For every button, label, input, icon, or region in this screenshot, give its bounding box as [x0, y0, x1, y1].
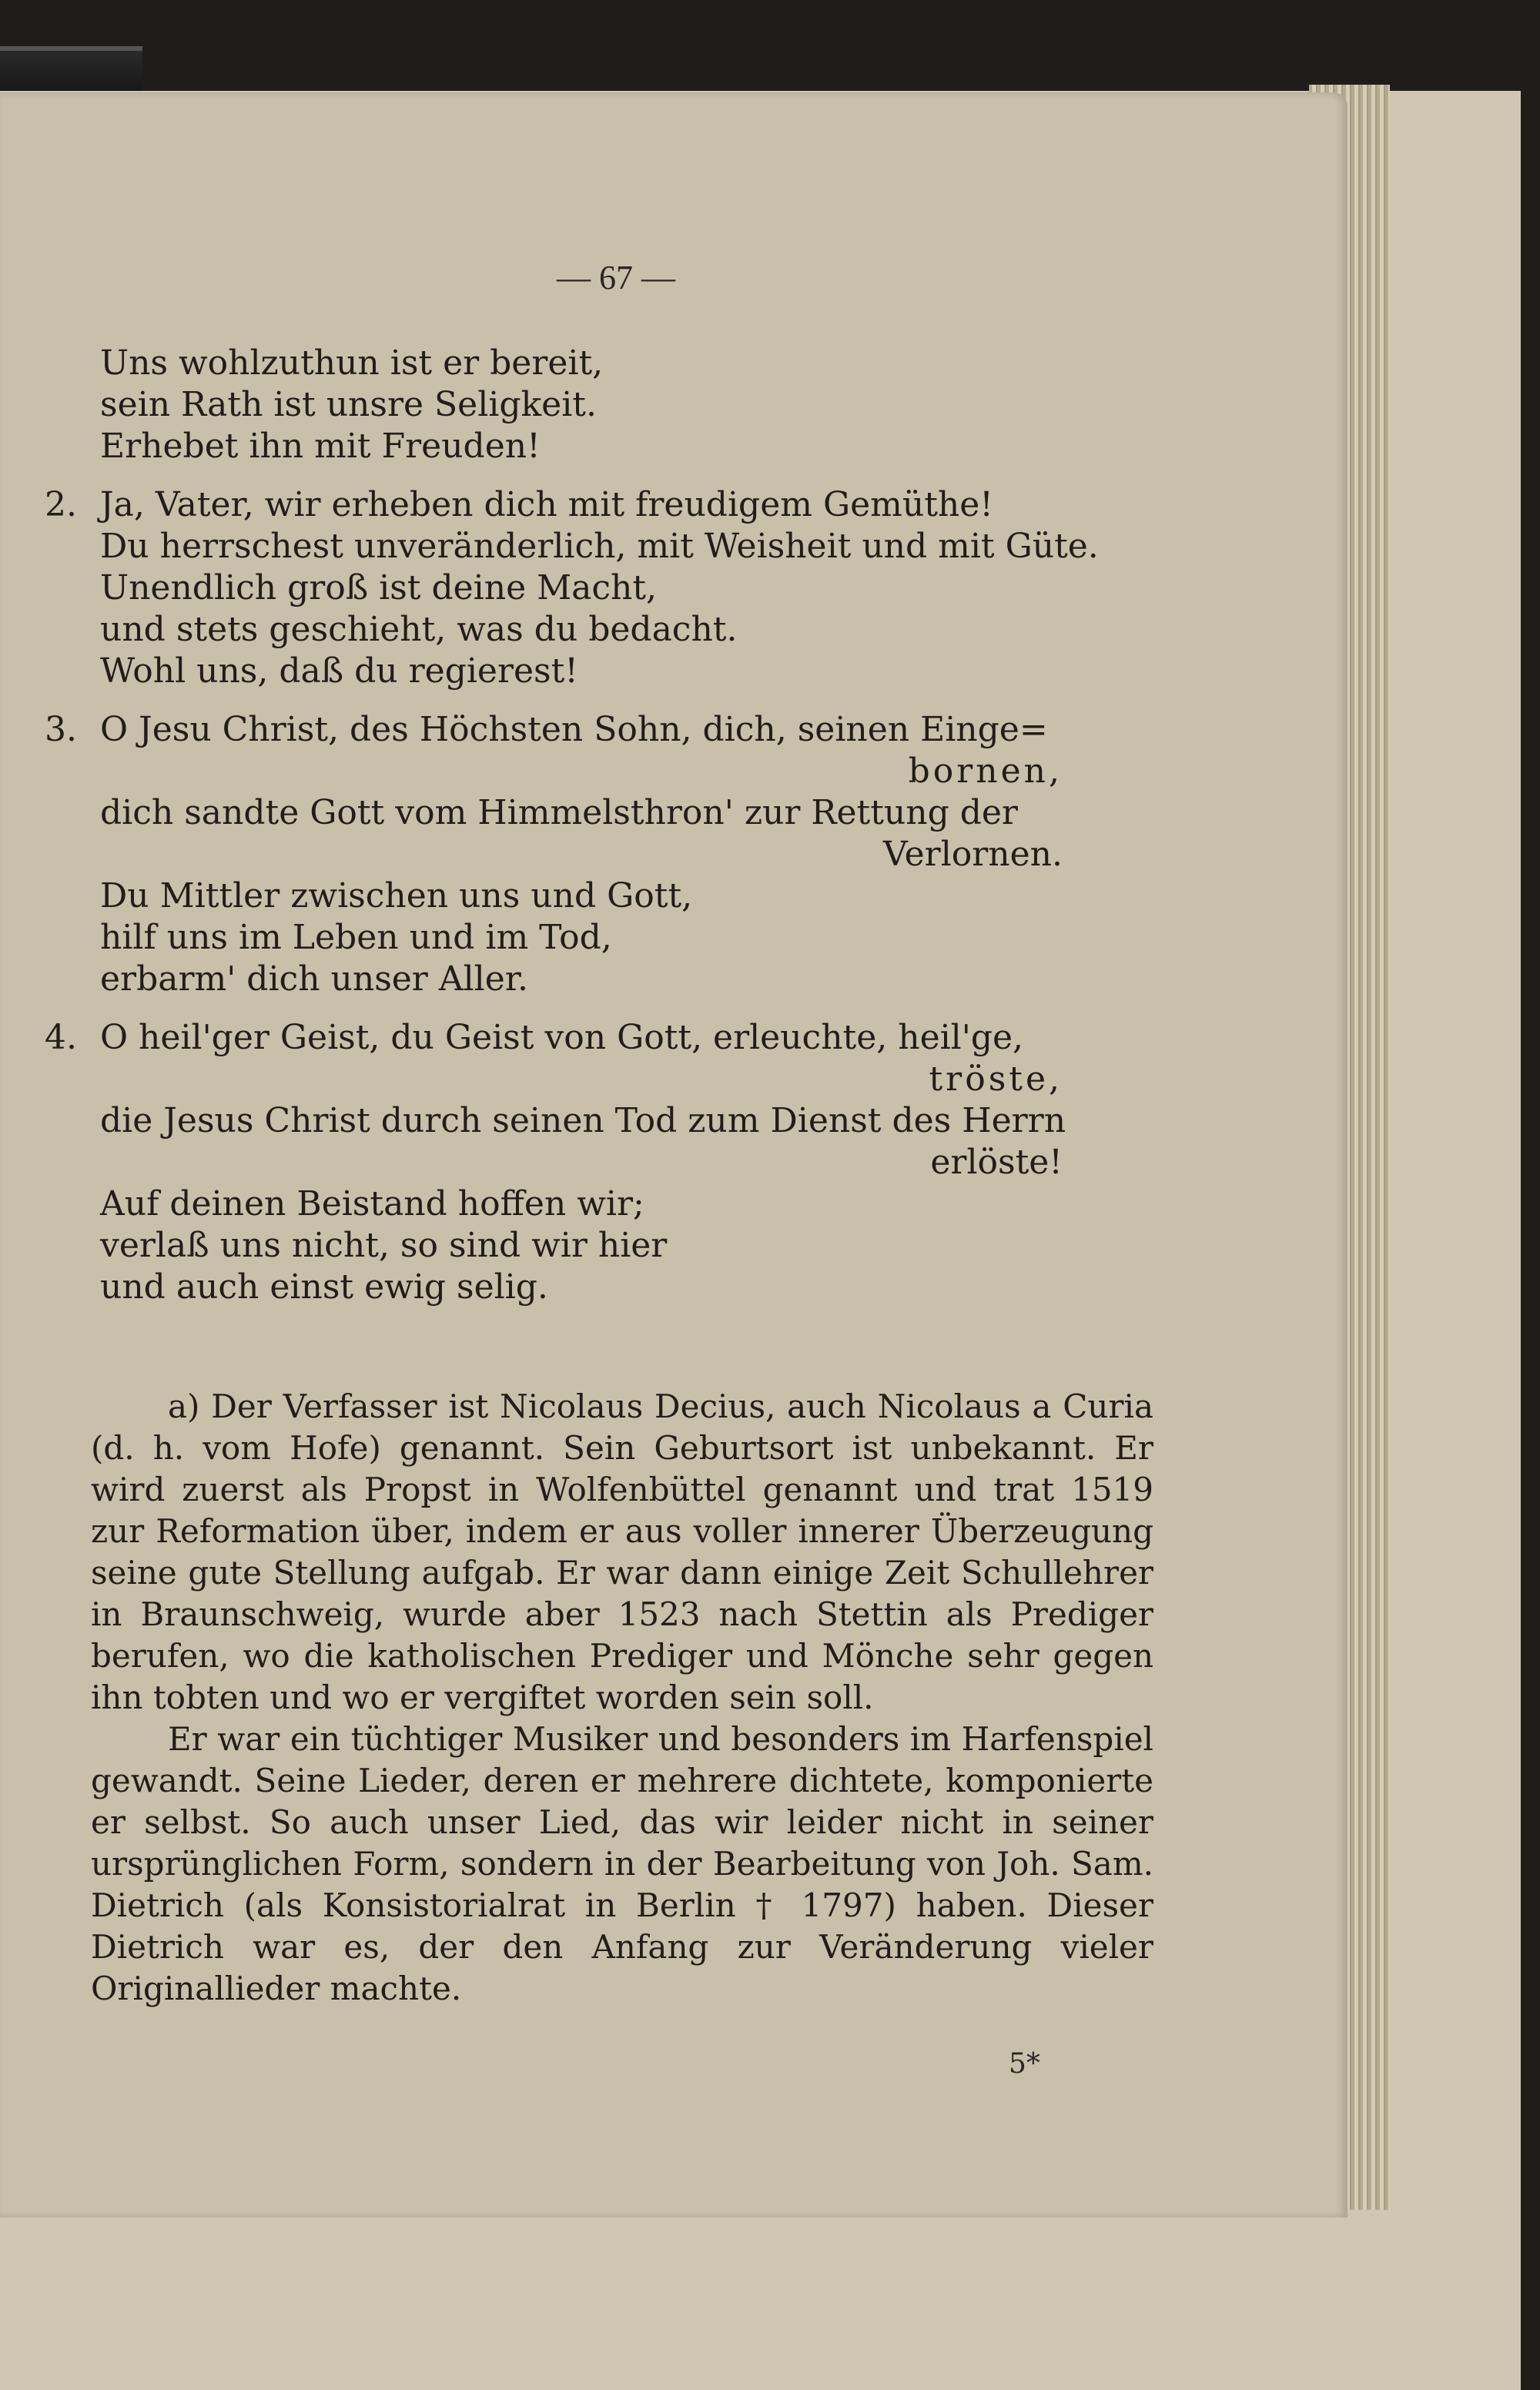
stanza-line: und stets geschieht, was du bedacht.: [100, 610, 738, 649]
stanza-1: [100, 343, 1163, 467]
stanza-line: erbarm' dich unser Aller.: [100, 959, 528, 999]
stanza-line: dich sandte Gott vom Himmelsthron' zur Rettung der: [100, 793, 1018, 832]
stanza-3: [45, 709, 1163, 1000]
stanza-number: 4.: [45, 1018, 77, 1057]
printer-signature-mark: 5*: [1009, 2048, 1040, 2080]
hymn-text: [45, 343, 1163, 1308]
stanza-line: Ja, Vater, wir erheben dich mit freudigem Gemüthe!: [100, 485, 993, 524]
stanza-line: O heil'ger Geist, du Geist von Gott, erleuchte, heil'ge,: [100, 1018, 1024, 1057]
stanza-line: hilf uns im Leben und im Tod,: [100, 918, 612, 957]
stanza-line: die Jesus Christ durch seinen Tod zum Dienst des Herrn: [100, 1101, 1066, 1140]
stanza-number: 2.: [45, 485, 77, 524]
stanza-line: Unendlich groß ist deine Macht,: [100, 568, 658, 608]
stanza-line: und auch einst ewig selig.: [100, 1267, 548, 1307]
stanza-2: [45, 484, 1163, 692]
commentary-paragraph: a) Der Verfasser ist Nicolaus Decius, auch Nicolaus a Curia (d. h. vom Hofe) genannt. Sein Geburtsort ist unbekannt. Er wird zuerst als Propst in Wolfenbüttel genannt und trat 1519 zur Reformation über, indem er aus voller innerer Überzeugung seine gute Stellung aufgab. Er war dann einige Zeit Schullehrer in Braunschweig, wurde aber 1523 nach Stettin als Prediger berufen, wo die katholischen Prediger und Mönche sehr gegen ihn tobten und wo er vergiftet worden sein soll.: [91, 1387, 1153, 1716]
stanza-line-continuation: tröste,: [929, 1059, 1063, 1099]
stanza-line: Erhebet ihn mit Freuden!: [100, 427, 541, 466]
stanza-line-continuation: Verlornen.: [882, 835, 1063, 874]
page-number: — 67 —: [557, 259, 675, 296]
commentary-paragraph: Er war ein tüchtiger Musiker und besonders im Harfenspiel gewandt. Seine Lieder, deren er mehrere dichtete, komponierte er selbst. So auch unser Lied, das wir leider nicht in seiner ursprünglichen Form, sondern in der Bearbeitung von Joh. Sam. Dietrich (als Konsistorialrat in Berlin † 1797) haben. Dieser Dietrich war es, der den Anfang zur Veränderung vieler Originallieder machte.: [91, 1720, 1153, 2007]
stanza-line: Auf deinen Beistand hoffen wir;: [100, 1184, 644, 1223]
commentary: [91, 1386, 1153, 2010]
stanza-line: sein Rath ist unsre Seligkeit.: [100, 385, 597, 424]
stanza-number: 3.: [45, 710, 77, 749]
stanza-line: Du herrschest unveränderlich, mit Weisheit und mit Güte.: [100, 527, 1099, 566]
stanza-4: [45, 1017, 1163, 1308]
stanza-line: Wohl uns, daß du regierest!: [100, 651, 578, 691]
stanza-line: Uns wohlzuthun ist er bereit,: [100, 343, 604, 383]
stanza-line-continuation: bornen,: [908, 751, 1063, 791]
stanza-line: O Jesu Christ, des Höchsten Sohn, dich, seinen Einge=: [100, 710, 1048, 749]
stanza-line: verlaß uns nicht, so sind wir hier: [100, 1226, 668, 1265]
stanza-line: Du Mittler zwischen uns und Gott,: [100, 876, 693, 915]
stanza-line-continuation: erlöste!: [930, 1143, 1063, 1182]
